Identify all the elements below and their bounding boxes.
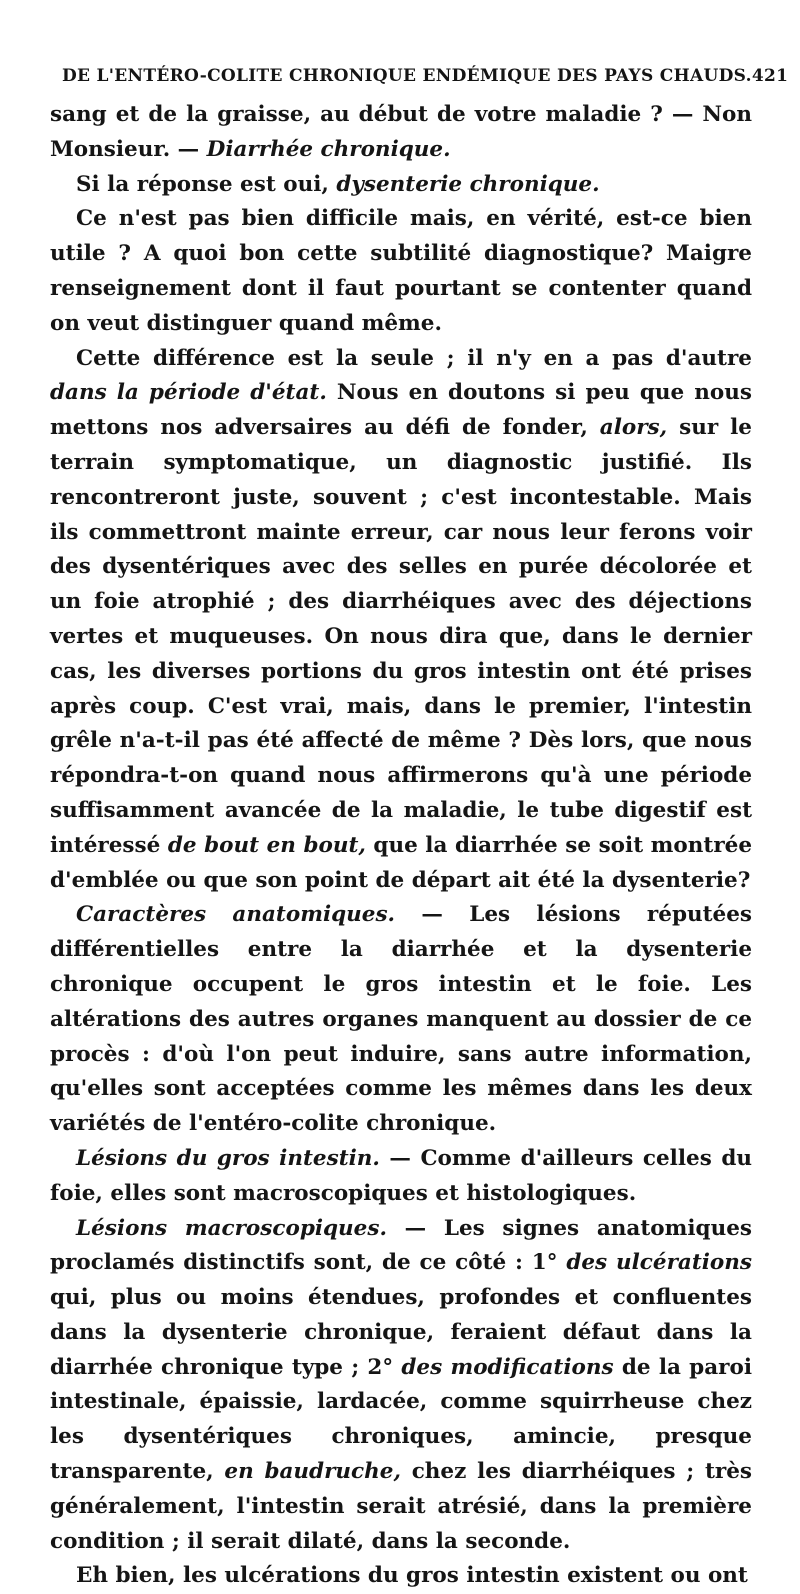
- italic-text: Diarrhée chronique.: [206, 136, 451, 162]
- text-run: Eh bien, les ulcérations du gros intestin existent ou ont: [76, 1563, 748, 1589]
- text-run: Ce n'est pas bien difficile mais, en vérité, est-ce bien utile ? A quoi bon cette subtilité diagnostique? Maigre renseignement dont il faut pourtant se contenter quand on veut distinguer quand même.: [50, 206, 752, 336]
- paragraph: [50, 98, 752, 168]
- paragraph: [50, 898, 752, 1142]
- text-run: Cette différence est la seule ; il n'y en a pas d'autre: [76, 345, 752, 371]
- text-run: — Comme d'ailleurs celles du foie, elles sont macroscopiques et histologiques.: [50, 1145, 752, 1206]
- text-run: — Les signes anatomiques proclamés distinctifs sont, de ce côté : 1°: [50, 1215, 752, 1276]
- paragraph: [50, 1142, 752, 1212]
- body-text: [50, 98, 752, 1594]
- text-run: Nous en doutons si peu que nous mettons nos adversaires au défi de fonder,: [50, 380, 752, 441]
- text-run: que la diarrhée se soit montrée d'emblée ou que son point de départ ait été la dysenterie?: [50, 832, 753, 893]
- italic-text: en baudruche,: [224, 1459, 401, 1485]
- italic-text: dans la période d'état.: [50, 380, 327, 406]
- text-run: chez les diarrhéiques ; très généralement, l'intestin serait atrésié, dans la première condition ; il serait dilaté, dans la seconde.: [50, 1459, 752, 1554]
- paragraph: [50, 342, 752, 899]
- italic-text: Lésions du gros intestin.: [76, 1145, 380, 1171]
- running-header: [62, 66, 789, 86]
- italic-text: dysenterie chronique.: [336, 171, 600, 197]
- italic-text: Lésions macroscopiques.: [76, 1215, 387, 1241]
- paragraph: [50, 1559, 752, 1594]
- text-run: Si la réponse est oui,: [76, 171, 337, 197]
- italic-text: alors,: [599, 415, 668, 441]
- text-run: sang et de la graisse, au début de votre maladie ? — Non Monsieur. —: [50, 102, 752, 162]
- text-run: qui, plus ou moins étendues, profondes et confluentes dans la dysenterie chronique, feraient défaut dans la diarrhée chronique type ; 2°: [50, 1285, 752, 1380]
- italic-text: des ulcérations: [566, 1250, 752, 1276]
- paragraph: [50, 202, 752, 341]
- page-number: 421: [751, 66, 789, 86]
- italic-text: de bout en bout,: [167, 832, 366, 858]
- text-run: — Les lésions réputées différentielles entre la diarrhée et la dysenterie chronique occupent le gros intestin et le foie. Les altérations des autres organes manquent au dossier de ce procès : d'où l'on peut induire, sans autre information, qu'elles sont acceptées comme les mêmes dans les deux variétés de l'entéro-colite chronique.: [50, 902, 752, 1137]
- italic-text: des modifications: [401, 1354, 614, 1380]
- paragraph: [50, 1212, 752, 1560]
- paragraph: [50, 168, 752, 203]
- text-run: sur le terrain symptomatique, un diagnostic justifié. Ils rencontreront juste, souvent ; c'est incontestable. Mais ils commettront mainte erreur, car nous leur ferons voir des dysentériques avec des selles en purée décolorée et un foie atrophié ; des diarrhéiques avec des déjections vertes et muqueuses. On nous dira que, dans le dernier cas, les diverses portions du gros intestin ont été prises après coup. C'est vrai, mais, dans le premier, l'intestin grêle n'a-t-il pas été affecté de même ? Dès lors, que nous répondra-t-on quand nous affirmerons qu'à une période suffisamment avancée de la maladie, le tube digestif est intéressé: [50, 415, 752, 858]
- italic-text: Caractères anatomiques.: [76, 902, 396, 928]
- text-run: de la paroi intestinale, épaissie, lardacée, comme squirrheuse chez les dysentériques chroniques, amincie, presque transparente,: [50, 1354, 752, 1485]
- running-title: DE L'ENTÉRO-COLITE CHRONIQUE ENDÉMIQUE DES PAYS CHAUDS.: [62, 66, 752, 86]
